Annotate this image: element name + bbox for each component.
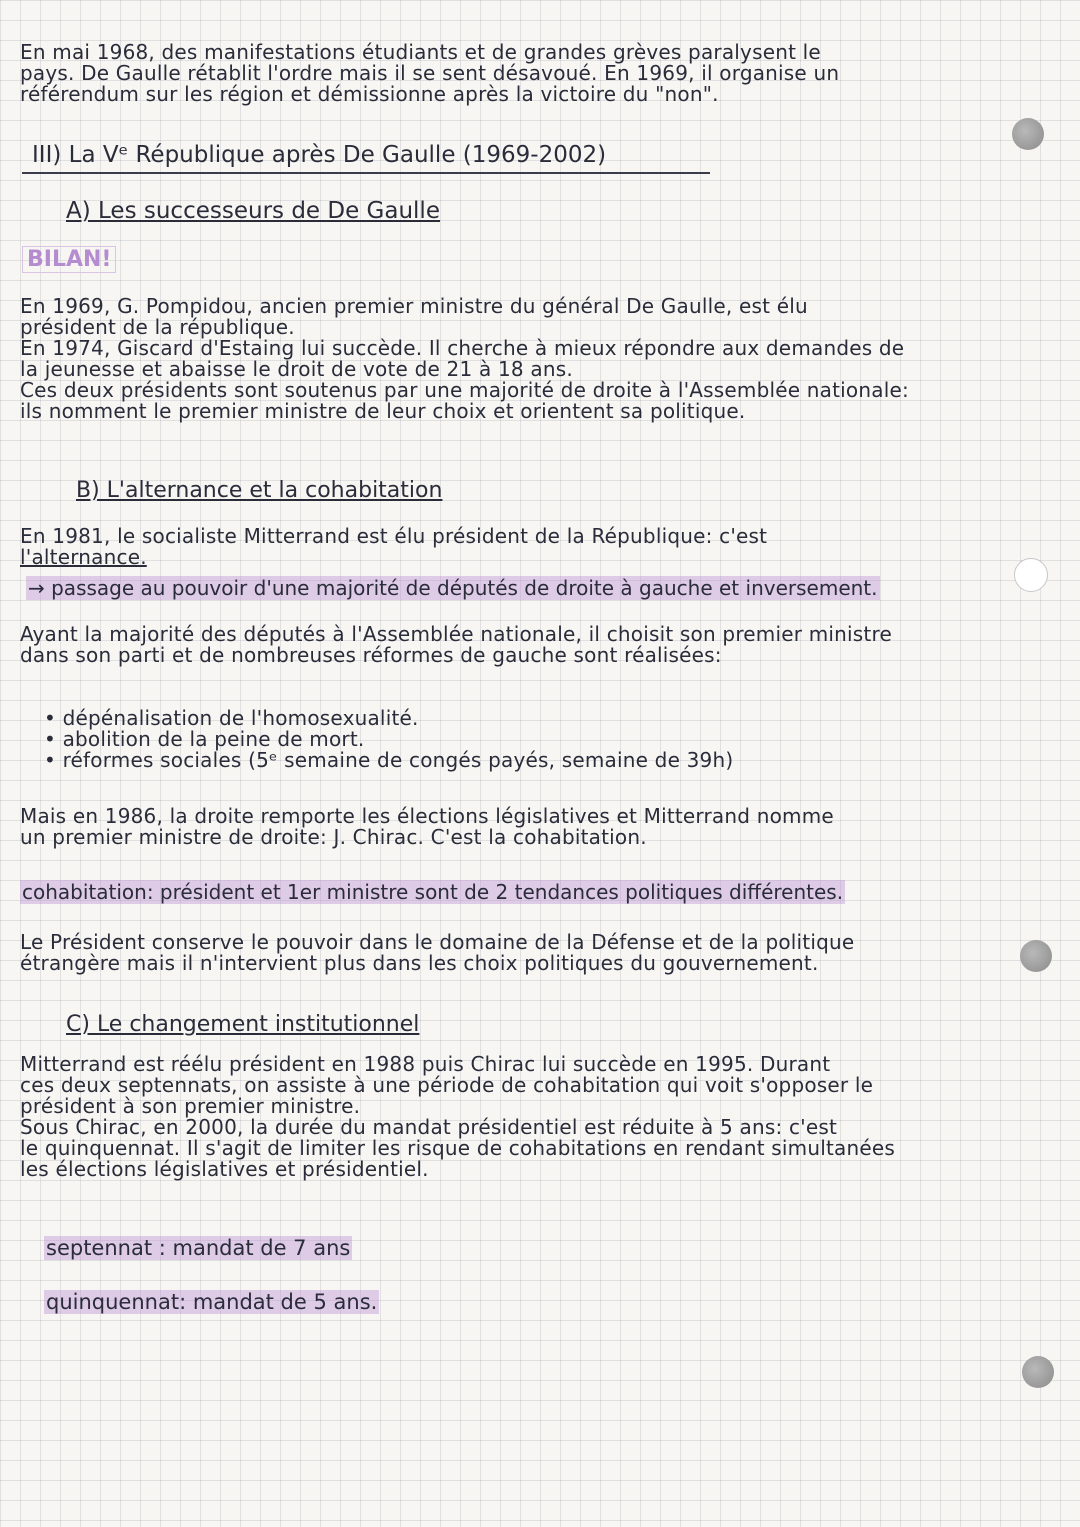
text-line: référendum sur les région et démissionne après la victoire du "non". <box>20 82 719 106</box>
text-line: président de la république. <box>20 315 295 339</box>
text-line: la jeunesse et abaisse le droit de vote de 21 à 18 ans. <box>20 357 573 381</box>
reforms-list <box>44 708 1044 771</box>
definition-quinquennat-text: quinquennat: mandat de 5 ans. <box>46 1290 378 1314</box>
text-line: dans son parti et de nombreuses réformes de gauche sont réalisées: <box>20 643 722 667</box>
text-line: ils nomment le premier ministre de leur choix et orientent sa politique. <box>20 399 746 423</box>
text-line: Sous Chirac, en 2000, la durée du mandat présidentiel est réduite à 5 ans: c'est <box>20 1115 838 1139</box>
paragraph-b2 <box>20 624 1065 666</box>
text-line: étrangère mais il n'intervient plus dans les choix politiques du gouvernement. <box>20 951 819 975</box>
binder-hole-icon <box>1022 1356 1054 1388</box>
text-line: Ces deux présidents sont soutenus par une majorité de droite à l'Assemblée nationale: <box>20 378 909 402</box>
paragraph-b4 <box>20 932 1010 974</box>
definition-septennat <box>44 1236 352 1260</box>
subsection-a-title: A) Les successeurs de De Gaulle <box>66 198 440 224</box>
list-item: • réformes sociales (5ᵉ semaine de congés payés, semaine de 39h) <box>44 750 1044 771</box>
subsection-c-title: C) Le changement institutionnel <box>66 1012 420 1037</box>
definition-alternance-text: → passage au pouvoir d'une majorité de députés de droite à gauche et inversement. <box>28 576 878 600</box>
text-line: Ayant la majorité des députés à l'Assemblée nationale, il choisit son premier ministre <box>20 622 892 646</box>
text-line: En mai 1968, des manifestations étudiants et de grandes grèves paralysent le <box>20 40 821 64</box>
text-line: Mitterrand est réélu président en 1988 puis Chirac lui succède en 1995. Durant <box>20 1052 831 1076</box>
binder-hole-icon <box>1012 118 1044 150</box>
paragraph-b1 <box>20 526 1065 568</box>
text-line: les élections législatives et présidentiel. <box>20 1157 429 1181</box>
paragraph-b3 <box>20 806 1065 848</box>
definition-cohabitation <box>20 880 845 904</box>
section-title: III) La Vᵉ République après De Gaulle (1969-2002) <box>32 142 607 168</box>
intro-paragraph <box>20 42 1065 105</box>
definition-alternance <box>26 576 880 600</box>
definition-cohabitation-text: cohabitation: président et 1er ministre sont de 2 tendances politiques différentes. <box>22 880 844 904</box>
section-title-underline <box>22 172 710 174</box>
text-line: Le Président conserve le pouvoir dans le domaine de la Défense et de la politique <box>20 930 855 954</box>
paragraph-c <box>20 1054 1065 1180</box>
text-line: Mais en 1986, la droite remporte les élections législatives et Mitterrand nomme <box>20 804 834 828</box>
subsection-b-title: B) L'alternance et la cohabitation <box>76 478 443 503</box>
definition-septennat-text: septennat : mandat de 7 ans <box>46 1236 351 1260</box>
text-line: En 1969, G. Pompidou, ancien premier ministre du général De Gaulle, est élu <box>20 294 808 318</box>
text-line: En 1974, Giscard d'Estaing lui succède. Il cherche à mieux répondre aux demandes de <box>20 336 905 360</box>
paragraph-a <box>20 296 1065 422</box>
list-item: • dépénalisation de l'homosexualité. <box>44 708 1044 729</box>
definition-quinquennat <box>44 1290 379 1314</box>
text-line: le quinquennat. Il s'agit de limiter les risque de cohabitations en rendant simultanées <box>20 1136 895 1160</box>
text-line: président à son premier ministre. <box>20 1094 361 1118</box>
text-line: ces deux septennats, on assiste à une période de cohabitation qui voit s'opposer le <box>20 1073 874 1097</box>
binder-hole-icon <box>1014 558 1048 592</box>
binder-hole-icon <box>1020 940 1052 972</box>
text-line: En 1981, le socialiste Mitterrand est élu président de la République: c'est <box>20 524 768 548</box>
text-line: un premier ministre de droite: J. Chirac. C'est la cohabitation. <box>20 825 647 849</box>
text-line: pays. De Gaulle rétablit l'ordre mais il se sent désavoué. En 1969, il organise un <box>20 61 840 85</box>
list-item: • abolition de la peine de mort. <box>44 729 1044 750</box>
text-line: l'alternance. <box>20 545 147 569</box>
bilan-label: BILAN! <box>22 246 116 273</box>
